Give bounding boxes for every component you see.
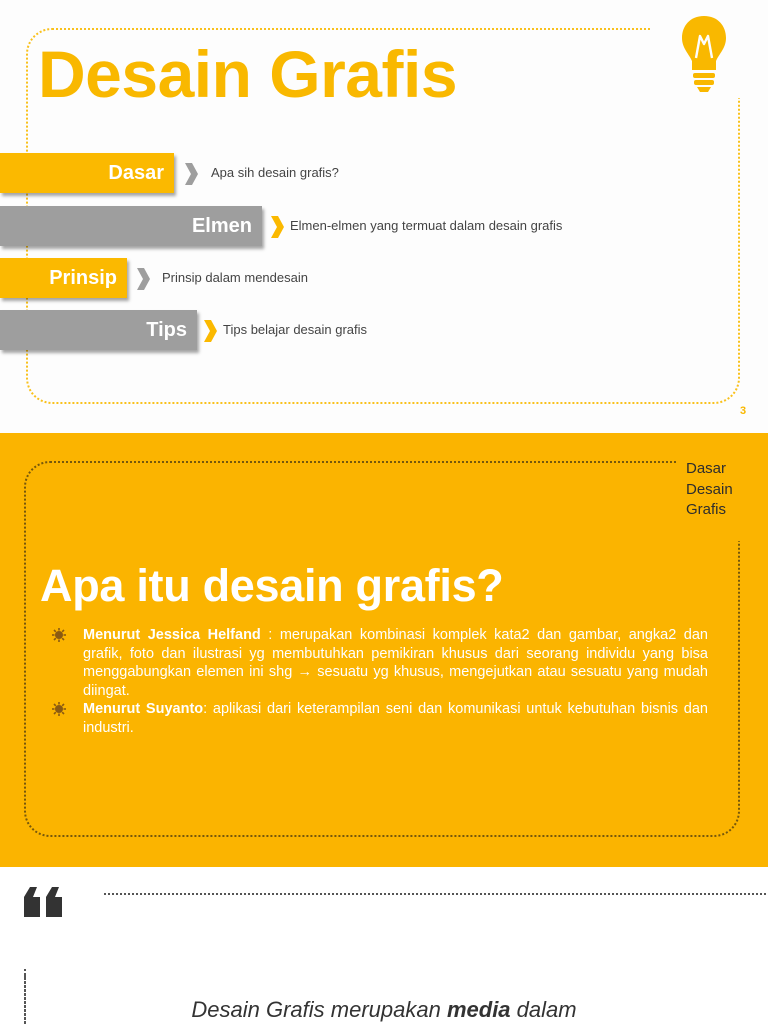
agenda-tab[interactable]: Tips	[0, 310, 197, 350]
agenda-description: Prinsip dalam mendesain	[162, 270, 308, 285]
chevron-right-icon	[134, 266, 152, 292]
sun-bullet-icon	[52, 628, 66, 642]
bullet-body: merupakan kombinasi komplek kata2 dan gambar, angka2 dan grafik, foto dan ilustrasi yg membutuhkan pemikiran khusus dari seorang individu yang bisa menggabungkan elemen ini shg → sesuatu yg khusus, mengejutkan atau sesuatu yang mudah diingat.	[83, 627, 708, 699]
agenda-tab[interactable]: Dasar	[0, 153, 174, 193]
quote-text: Desain Grafis merupakan media dalam	[191, 997, 577, 1022]
chevron-right-icon	[182, 161, 200, 187]
bullet-term: Menurut Jessica Helfand	[83, 627, 261, 643]
lightbulb-icon	[678, 14, 730, 94]
bullet-term: Menurut Suyanto	[83, 701, 204, 717]
list-item: Menurut Suyanto: aplikasi dari keterampilan seni dan komunikasi untuk kebutuhan bisnis dan industri.	[50, 700, 708, 737]
section-label-line: Grafis	[686, 501, 727, 518]
section-label-line: Dasar	[686, 460, 727, 477]
sun-bullet-icon	[52, 702, 66, 716]
slide-title: Desain Grafis	[38, 37, 458, 111]
quote-emphasis: media	[446, 997, 511, 1022]
agenda-tab[interactable]: Prinsip	[0, 258, 127, 298]
section-label-line: Desain	[686, 480, 733, 498]
agenda-tab[interactable]: Elmen	[0, 206, 262, 246]
bullet-list	[50, 626, 708, 737]
slide-agenda	[0, 0, 768, 433]
chevron-right-icon	[268, 214, 286, 240]
agenda-description: Apa sih desain grafis?	[211, 165, 339, 180]
quote-mark-icon	[20, 883, 70, 929]
bullet-body: aplikasi dari keterampilan seni dan komunikasi untuk kebutuhan bisnis dan industri.	[83, 701, 708, 736]
page-number: 3	[740, 405, 747, 417]
agenda-description: Elmen-elmen yang termuat dalam desain grafis	[290, 218, 563, 233]
slide-quote	[0, 867, 768, 1024]
list-item: Menurut Jessica Helfand : merupakan kombinasi komplek kata2 dan gambar, angka2 dan grafik, foto dan ilustrasi yg membutuhkan pemikiran khusus dari seorang individu yang bisa menggabungkan elemen ini shg → sesuatu yg khusus, mengejutkan atau sesuatu yang mudah diingat.	[50, 626, 708, 700]
chevron-right-icon	[201, 318, 219, 344]
section-label	[686, 459, 756, 521]
agenda-description: Tips belajar desain grafis	[223, 322, 368, 337]
slide-title: Apa itu desain grafis?	[40, 560, 504, 611]
